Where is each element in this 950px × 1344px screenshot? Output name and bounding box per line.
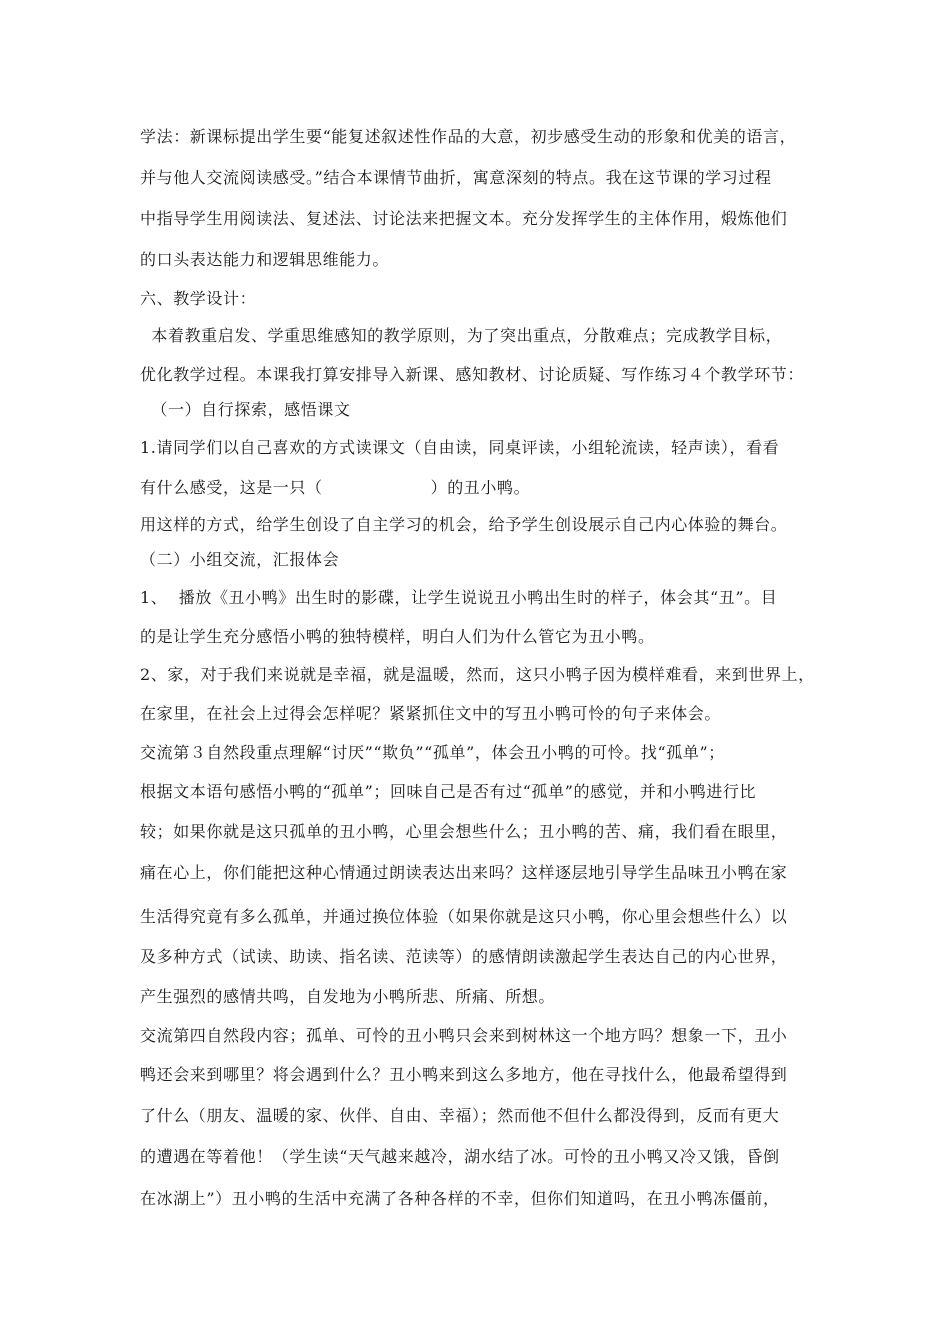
text-line: 生活得究竟有多么孤单，并通过换位体验（如果你就是这只小鸭，你心里会想些什么）以 <box>140 907 788 926</box>
text-line: 交流第３自然段重点理解“讨厌”“欺负”“孤单”，体会丑小鸭的可怜。找“孤单”； <box>140 743 725 762</box>
text-line: 在家里，在社会上过得会怎样呢？紧紧抓住文中的写丑小鸭可怜的句子来体会。 <box>140 704 722 723</box>
text-line: 产生强烈的感情共鸣，自发地为小鸭所悲、所痛、所想。 <box>140 987 556 1006</box>
text-fragment: 有什么感受，这是一只（ <box>140 478 323 497</box>
text-line: 2、家，对于我们来说就是幸福，就是温暖，然而，这只小鸭子因为模样难看，来到世界上， <box>140 665 815 684</box>
text-line: 了什么（朋友、温暖的家、伙伴、自由、幸福）；然而他不但什么都没得到，反而有更大 <box>140 1106 780 1125</box>
text-fragment: ）的丑小鸭。 <box>430 478 531 497</box>
text-line: 的是让学生充分感悟小鸭的独特模样，明白人们为什么管它为丑小鸭。 <box>140 627 655 646</box>
text-line: 1、 播放《丑小鸭》出生时的影碟，让学生说说丑小鸭出生时的样子，体会其“丑”。目 <box>140 588 778 607</box>
text-line: 优化教学过程。本课我打算安排导入新课、感知教材、讨论质疑、写作练习４个教学环节： <box>140 365 805 384</box>
subsection-heading: （二）小组交流，汇报体会 <box>140 550 340 569</box>
text-line: 的遭遇在等着他！（学生读“天气越来越冷，湖水结了冰。可怜的丑小鸭又冷又饿，昏倒 <box>140 1147 780 1166</box>
text-line: 并与他人交流阅读感受。”结合本课情节曲折，寓意深刻的特点。我在这节课的学习过程 <box>140 168 772 187</box>
subsection-heading: （一）自行探索，感悟课文 <box>140 400 351 419</box>
text-line: 根据文本语句感悟小鸭的“孤单”；回味自己是否有过“孤单”的感觉，并和小鸭进行比 <box>140 782 757 801</box>
text-line: 中指导学生用阅读法、复述法、讨论法来把握文本。充分发挥学生的主体作用，煅炼他们 <box>140 209 788 228</box>
text-line: 在冰湖上”）丑小鸭的生活中充满了各种各样的不幸，但你们知道吗，在丑小鸭冻僵前， <box>140 1189 780 1208</box>
text-line: 痛在心上，你们能把这种心情通过朗读表达出来吗？这样逐层地引导学生品味丑小鸭在家 <box>140 863 788 882</box>
text-line: 本着教重启发、学重思维感知的教学原则，为了突出重点，分散难点；完成教学目标， <box>140 326 783 345</box>
text-line: 较；如果你就是这只孤单的丑小鸭，心里会想些什么；丑小鸭的苦、痛，我们看在眼里， <box>140 822 788 841</box>
text-line: 用这样的方式，给学生创设了自主学习的机会，给予学生创设展示自己内心体验的舞台。 <box>140 515 788 534</box>
text-line: 及多种方式（试读、助读、指名读、范读等）的感情朗读激起学生表达自己的内心世界， <box>140 947 788 966</box>
section-heading: 六、教学设计： <box>140 289 257 308</box>
text-line: 1.请同学们以自己喜欢的方式读课文（自由读，同桌评读，小组轮流读，轻声读），看看 <box>140 438 780 457</box>
text-line: 学法：新课标提出学生要“能复述叙述性作品的大意，初步感受生动的形象和优美的语言， <box>140 127 797 146</box>
text-line-with-blank <box>140 478 530 498</box>
text-line: 鸭还会来到哪里？将会遇到什么？丑小鸭来到这么多地方，他在寻找什么，他最希望得到 <box>140 1065 788 1084</box>
text-line: 的口头表达能力和逻辑思维能力。 <box>140 250 390 269</box>
text-line: 交流第四自然段内容；孤单、可怜的丑小鸭只会来到树林这一个地方吗？想象一下，丑小 <box>140 1026 788 1045</box>
